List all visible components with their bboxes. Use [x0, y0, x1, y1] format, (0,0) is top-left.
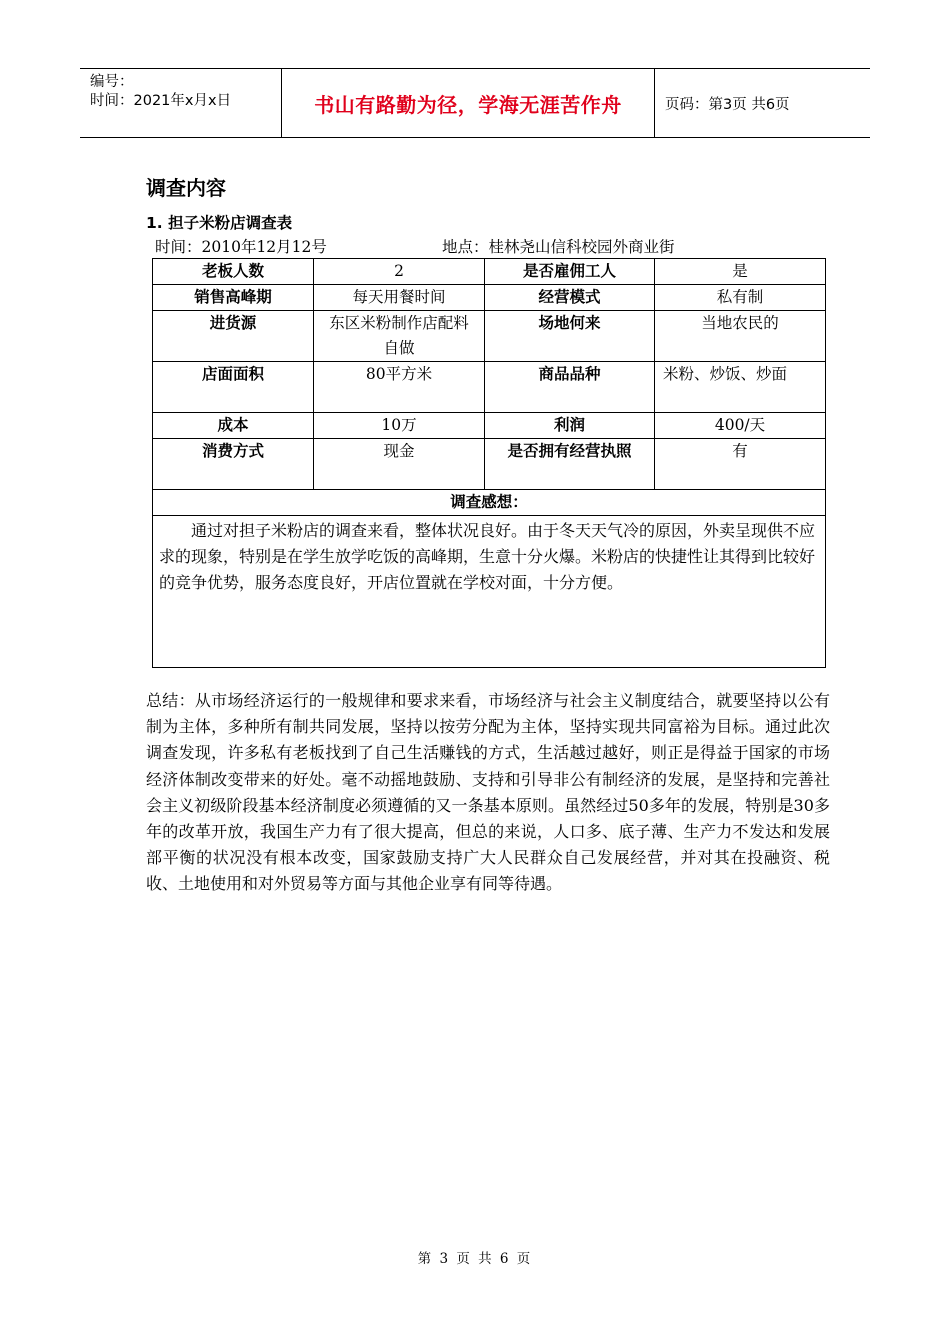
remark-title: 调查感想：	[153, 490, 826, 516]
table-key: 经营模式	[485, 285, 655, 311]
table-key: 利润	[485, 413, 655, 439]
table-row	[153, 516, 826, 668]
table-row	[153, 413, 826, 439]
table-value: 400/天	[655, 413, 826, 439]
table-row	[153, 362, 826, 413]
survey-time: 时间：2010年12月12号	[155, 238, 327, 256]
table-value: 现金	[314, 439, 485, 490]
table-value: 东区米粉制作店配料自做	[314, 311, 485, 362]
table-row	[153, 259, 826, 285]
table-value: 10万	[314, 413, 485, 439]
table-key: 店面面积	[153, 362, 314, 413]
document-date: 时间：2021年x月x日	[90, 93, 232, 109]
table-value: 私有制	[655, 285, 826, 311]
table-value: 80平方米	[314, 362, 485, 413]
table-key: 是否雇佣工人	[485, 259, 655, 285]
table-key: 消费方式	[153, 439, 314, 490]
table-value: 是	[655, 259, 826, 285]
summary-paragraph: 总结：从市场经济运行的一般规律和要求来看，市场经济与社会主义制度结合，就要坚持以公有制为主体，多种所有制共同发展，坚持以按劳分配为主体，坚持实现共同富裕为目标。通过此次调查发现，许多私有老板找到了自己生活赚钱的方式，生活越过越好，则正是得益于国家的市场经济体制改变带来的好处。毫不动摇地鼓励、支持和引导非公有制经济的发展，是坚持和完善社会主义初级阶段基本经济制度必须遵循的又一条基本原则。虽然经过50多年的发展，特别是30多年的改革开放，我国生产力有了很大提高，但总的来说，人口多、底子薄、生产力不发达和发展部平衡的状况没有根本改变，国家鼓励支持广大人民群众自己发展经营，并对其在投融资、税收、土地使用和对外贸易等方面与其他企业享有同等待遇。	[146, 691, 830, 894]
section-title: 调查内容	[146, 176, 226, 200]
header-info	[80, 69, 282, 137]
survey-location: 地点：桂林尧山信科校园外商业街	[442, 238, 675, 256]
table-value: 米粉、炒饭、炒面	[655, 362, 826, 413]
header-motto: 书山有路勤为径，学海无涯苦作舟	[282, 69, 655, 137]
table-row	[153, 285, 826, 311]
table-row	[153, 439, 826, 490]
page-footer: 第 3 页 共 6 页	[417, 1251, 533, 1267]
table-key: 是否拥有经营执照	[485, 439, 655, 490]
table-value: 每天用餐时间	[314, 285, 485, 311]
header-page-number: 页码：第3页 共6页	[665, 96, 790, 113]
table-value: 当地农民的	[655, 311, 826, 362]
survey-meta	[155, 235, 835, 257]
table-key: 商品品种	[485, 362, 655, 413]
table-value: 2	[314, 259, 485, 285]
table-key: 老板人数	[153, 259, 314, 285]
table-key: 场地何来	[485, 311, 655, 362]
table-key: 销售高峰期	[153, 285, 314, 311]
survey-subtitle: 1. 担子米粉店调查表	[146, 214, 293, 232]
document-number: 编号：	[90, 74, 134, 90]
table-row	[153, 490, 826, 516]
table-value: 有	[655, 439, 826, 490]
survey-table	[152, 258, 826, 668]
page-header	[80, 68, 870, 138]
table-row	[153, 311, 826, 362]
table-key: 成本	[153, 413, 314, 439]
remark-text: 通过对担子米粉店的调查来看，整体状况良好。由于冬天天气冷的原因，外卖呈现供不应求的现象，特别是在学生放学吃饭的高峰期，生意十分火爆。米粉店的快捷性让其得到比较好的竞争优势，服务态度良好，开店位置就在学校对面，十分方便。	[153, 516, 826, 668]
table-key: 进货源	[153, 311, 314, 362]
